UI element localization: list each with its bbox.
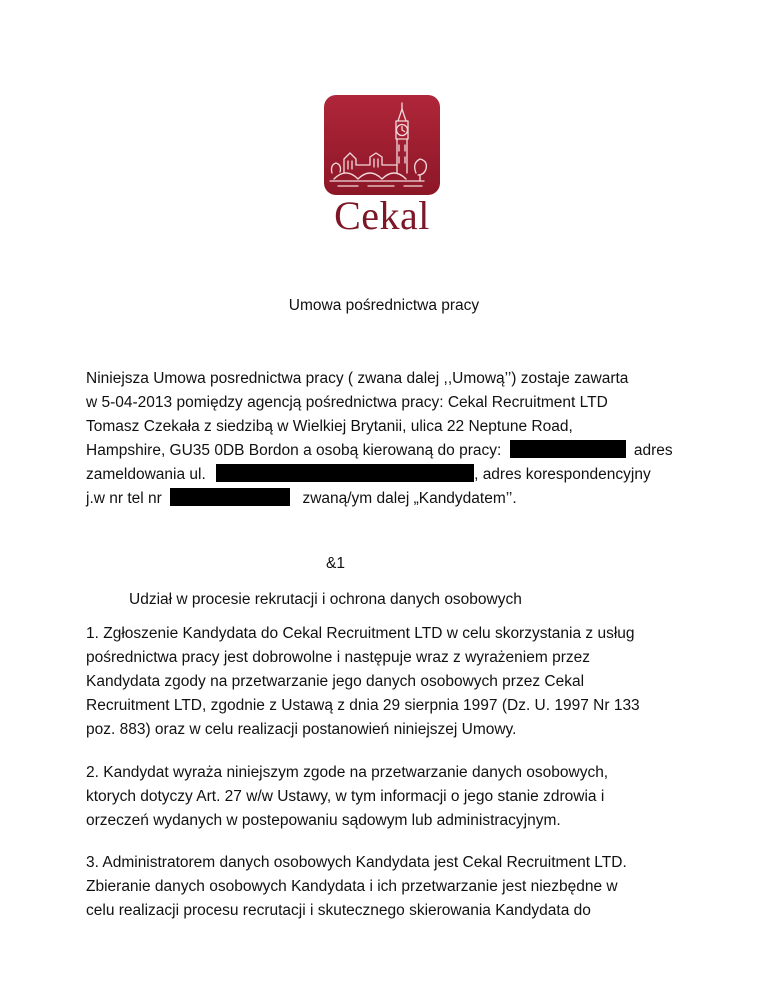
paragraph-line: 1. Zgłoszenie Kandydata do Cekal Recruitment LTD w celu skorzystania z usług [86, 625, 635, 642]
paragraph-line: Zbieranie danych osobowych Kandydata i ich przetwarzanie jest niezbędne w [86, 878, 618, 895]
paragraph-line: orzeczeń wydanych w postepowaniu sądowym lub administracyjnym. [86, 812, 561, 829]
point-3-paragraph [86, 851, 686, 923]
intro-line [86, 463, 686, 487]
section-title: Udział w procesie rekrutacji i ochrona danych osobowych [129, 591, 522, 608]
intro-line: Niniejsza Umowa posrednictwa pracy ( zwana dalej ,,Umową’’) zostaje zawarta [86, 370, 629, 387]
intro-line: Tomasz Czekała z siedzibą w Wielkiej Brytanii, ulica 22 Neptune Road, [86, 418, 573, 435]
intro-text: Hampshire, GU35 0DB Bordon a osobą kierowaną do pracy: [86, 442, 502, 459]
paragraph-line: 3. Administratorem danych osobowych Kandydata jest Cekal Recruitment LTD. [86, 854, 627, 871]
intro-line [86, 487, 686, 511]
paragraph-line: Recruitment LTD, zgodnie z Ustawą z dnia 29 sierpnia 1997 (Dz. U. 1997 Nr 133 [86, 697, 640, 714]
company-logo [324, 95, 440, 239]
point-2-paragraph [86, 761, 686, 833]
document-title: Umowa pośrednictwa pracy [288, 297, 480, 314]
paragraph-line: 2. Kandydat wyraża niniejszym zgode na przetwarzanie danych osobowych, [86, 764, 609, 781]
paragraph-line: celu realizacji procesu recrutacji i skutecznego skierowania Kandydata do [86, 902, 591, 919]
point-1-paragraph [86, 622, 686, 742]
redacted-address [216, 464, 474, 482]
paragraph-line: ktorych dotyczy Art. 27 w/w Ustawy, w tym informacji o jego stanie zdrowia i [86, 788, 605, 805]
redacted-phone [170, 488, 290, 506]
intro-text: adres [633, 442, 673, 459]
intro-text: zameldowania ul. [86, 466, 206, 483]
intro-text: zwaną/ym dalej „Kandydatem’’. [302, 490, 517, 507]
intro-line [86, 439, 686, 463]
intro-line: w 5-04-2013 pomiędzy agencją pośrednictwa pracy: Cekal Recruitment LTD [86, 394, 608, 411]
big-ben-illustration-icon [324, 95, 440, 195]
intro-text: , adres korespondencyjny [474, 466, 651, 483]
section-number: &1 [326, 555, 345, 572]
logo-tile [324, 95, 440, 195]
redacted-name [510, 440, 626, 458]
paragraph-line: pośrednictwa pracy jest dobrowolne i następuje wraz z wyrażeniem przez [86, 649, 590, 666]
paragraph-line: Kandydata zgody na przetwarzanie jego danych osobowych przez Cekal [86, 673, 585, 690]
intro-paragraph [86, 367, 686, 511]
logo-wordmark: Cekal [334, 193, 430, 238]
paragraph-line: poz. 883) oraz w celu realizacji postanowień niniejszej Umowy. [86, 721, 517, 738]
intro-text: j.w nr tel nr [86, 490, 162, 507]
